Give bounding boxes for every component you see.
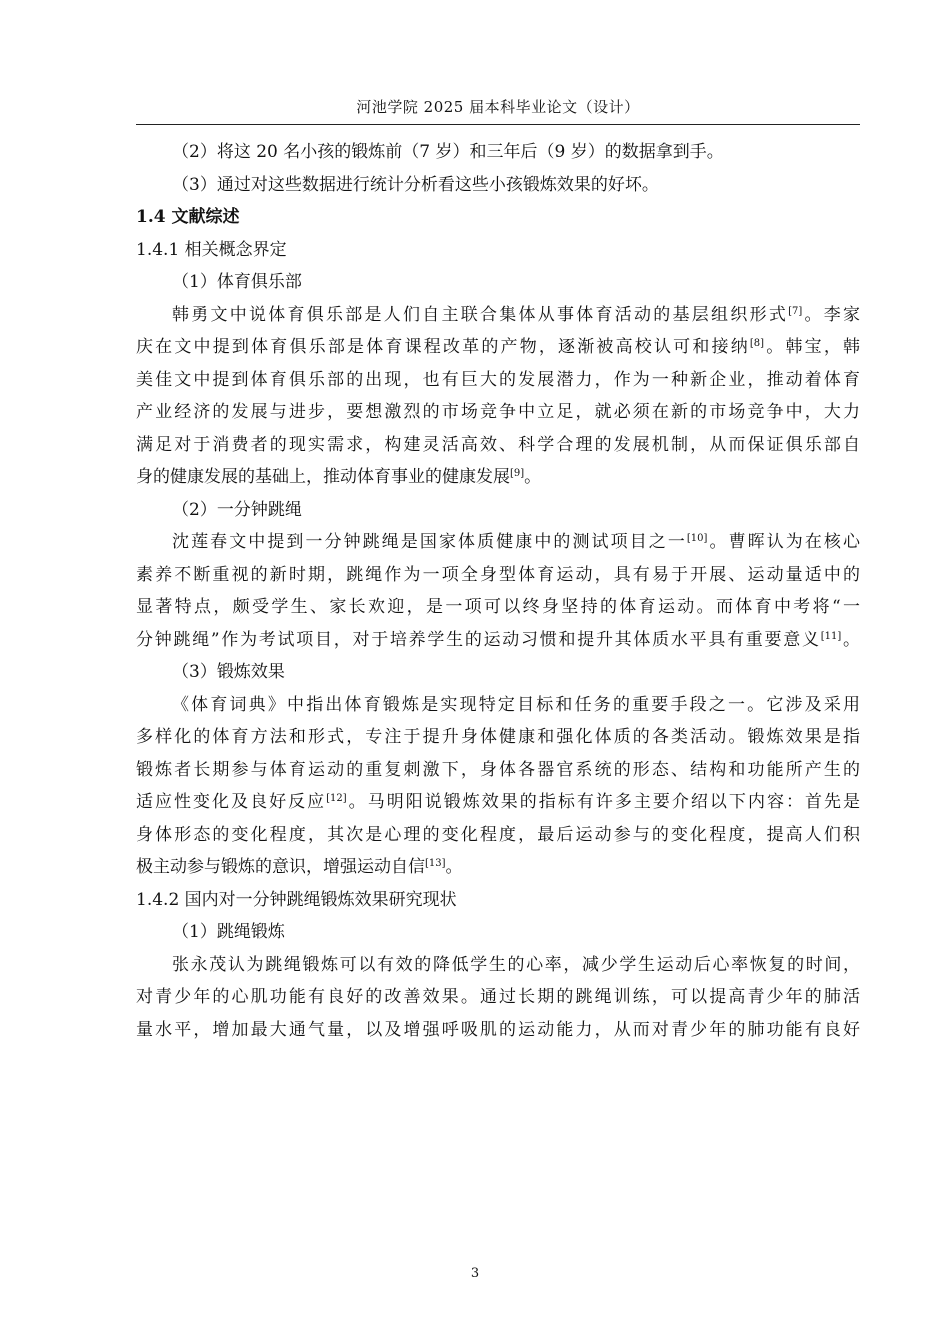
- section-heading-1-4: 1.4 文献综述: [136, 207, 240, 227]
- paragraph-sports-club-line-3: 美佳文中提到体育俱乐部的出现，也有巨大的发展潜力，作为一种新企业，推动着体育: [136, 369, 860, 390]
- citation-9: [9]: [510, 468, 525, 479]
- paragraph-exercise-effect-line-1: 《体育词典》中指出体育锻炼是实现特定目标和任务的重要手段之一。它涉及采用: [172, 694, 860, 715]
- paragraph-rope-skipping-line-3: 显著特点，颇受学生、家长欢迎，是一项可以终身坚持的体育运动。而体育中考将“一: [136, 597, 860, 617]
- paragraph-sports-club-line-1: 韩勇文中说体育俱乐部是人们自主联合集体从事体育活动的基层组织形式[7]。李家: [172, 304, 861, 325]
- paragraph-sports-club-line-4: 产业经济的发展与进步，要想激烈的市场竞争中立足，就必须在新的市场竞争中，大力: [136, 402, 860, 422]
- paragraph-exercise-effect-line-6: 极主动参与锻炼的意识，增强运动自信[13]。: [136, 857, 463, 877]
- citation-7: [7]: [788, 305, 803, 317]
- paragraph-sports-club-line-6: 身的健康发展的基础上，推动体育事业的健康发展[9]。: [136, 467, 542, 487]
- section-heading-1-4-2: 1.4.2 国内对一分钟跳绳锻炼效果研究现状: [136, 889, 457, 910]
- citation-13: [13]: [425, 858, 446, 869]
- citation-10: [10]: [686, 533, 708, 544]
- paragraph-rope-training-line-2: 对青少年的心肌功能有良好的改善效果。通过长期的跳绳训练，可以提高青少年的肺活: [136, 987, 860, 1007]
- paragraph-rope-training-line-3: 量水平，增加最大通气量，以及增强呼吸肌的运动能力，从而对青少年的肺功能有良好: [136, 1019, 860, 1040]
- subheading-rope-training: （1）跳绳锻炼: [172, 922, 285, 942]
- paragraph-exercise-effect-line-4: 适应性变化及良好反应[12]。马明阳说锻炼效果的指标有许多主要介绍以下内容：首先是: [136, 792, 861, 812]
- paragraph-exercise-effect-line-5: 身体形态的变化程度，其次是心理的变化程度，最后运动参与的变化程度，提高人们积: [136, 824, 860, 845]
- section-heading-1-4-1: 1.4.1 相关概念界定: [136, 239, 287, 260]
- citation-11: [11]: [820, 630, 842, 642]
- paragraph-rope-skipping-line-4: 分钟跳绳”作为考试项目，对于培养学生的运动习惯和提升其体质水平具有重要意义[11]。: [136, 629, 860, 650]
- list-item-2: （2）将这 20 名小孩的锻炼前（7 岁）和三年后（9 岁）的数据拿到手。: [172, 142, 724, 162]
- paragraph-exercise-effect-line-3: 锻炼者长期参与体育运动的重复刺激下，身体各器官系统的形态、结构和功能所产生的: [136, 759, 860, 780]
- paragraph-rope-training-line-1: 张永茂认为跳绳锻炼可以有效的降低学生的心率，减少学生运动后心率恢复的时间，: [172, 954, 860, 975]
- running-header: 河池学院 2025 届本科毕业论文（设计）: [356, 98, 640, 116]
- page-body: [136, 136, 860, 1046]
- subheading-sports-club: （1）体育俱乐部: [172, 272, 302, 292]
- paragraph-sports-club-line-2: 庆在文中提到体育俱乐部是体育课程改革的产物，逐渐被高校认可和接纳[8]。韩宝，韩: [136, 337, 861, 357]
- page-number: 3: [470, 1266, 480, 1281]
- citation-8: [8]: [749, 338, 765, 349]
- paragraph-rope-skipping-line-2: 素养不断重视的新时期，跳绳作为一项全身型体育运动，具有易于开展、运动量适中的: [136, 564, 860, 585]
- paragraph-sports-club-line-5: 满足对于消费者的现实需求，构建灵活高效、科学合理的发展机制，从而保证俱乐部自: [136, 434, 860, 455]
- paragraph-rope-skipping-line-1: 沈莲春文中提到一分钟跳绳是国家体质健康中的测试项目之一[10]。曹晖认为在核心: [172, 532, 861, 552]
- list-item-3: （3）通过对这些数据进行统计分析看这些小孩锻炼效果的好坏。: [172, 174, 659, 195]
- subheading-rope-skipping: （2）一分钟跳绳: [172, 499, 302, 520]
- header-rule: [136, 124, 860, 125]
- subheading-exercise-effect: （3）锻炼效果: [172, 662, 285, 682]
- paragraph-exercise-effect-line-2: 多样化的体育方法和形式，专注于提升身体健康和强化体质的各类活动。锻炼效果是指: [136, 727, 860, 747]
- citation-12: [12]: [326, 793, 347, 804]
